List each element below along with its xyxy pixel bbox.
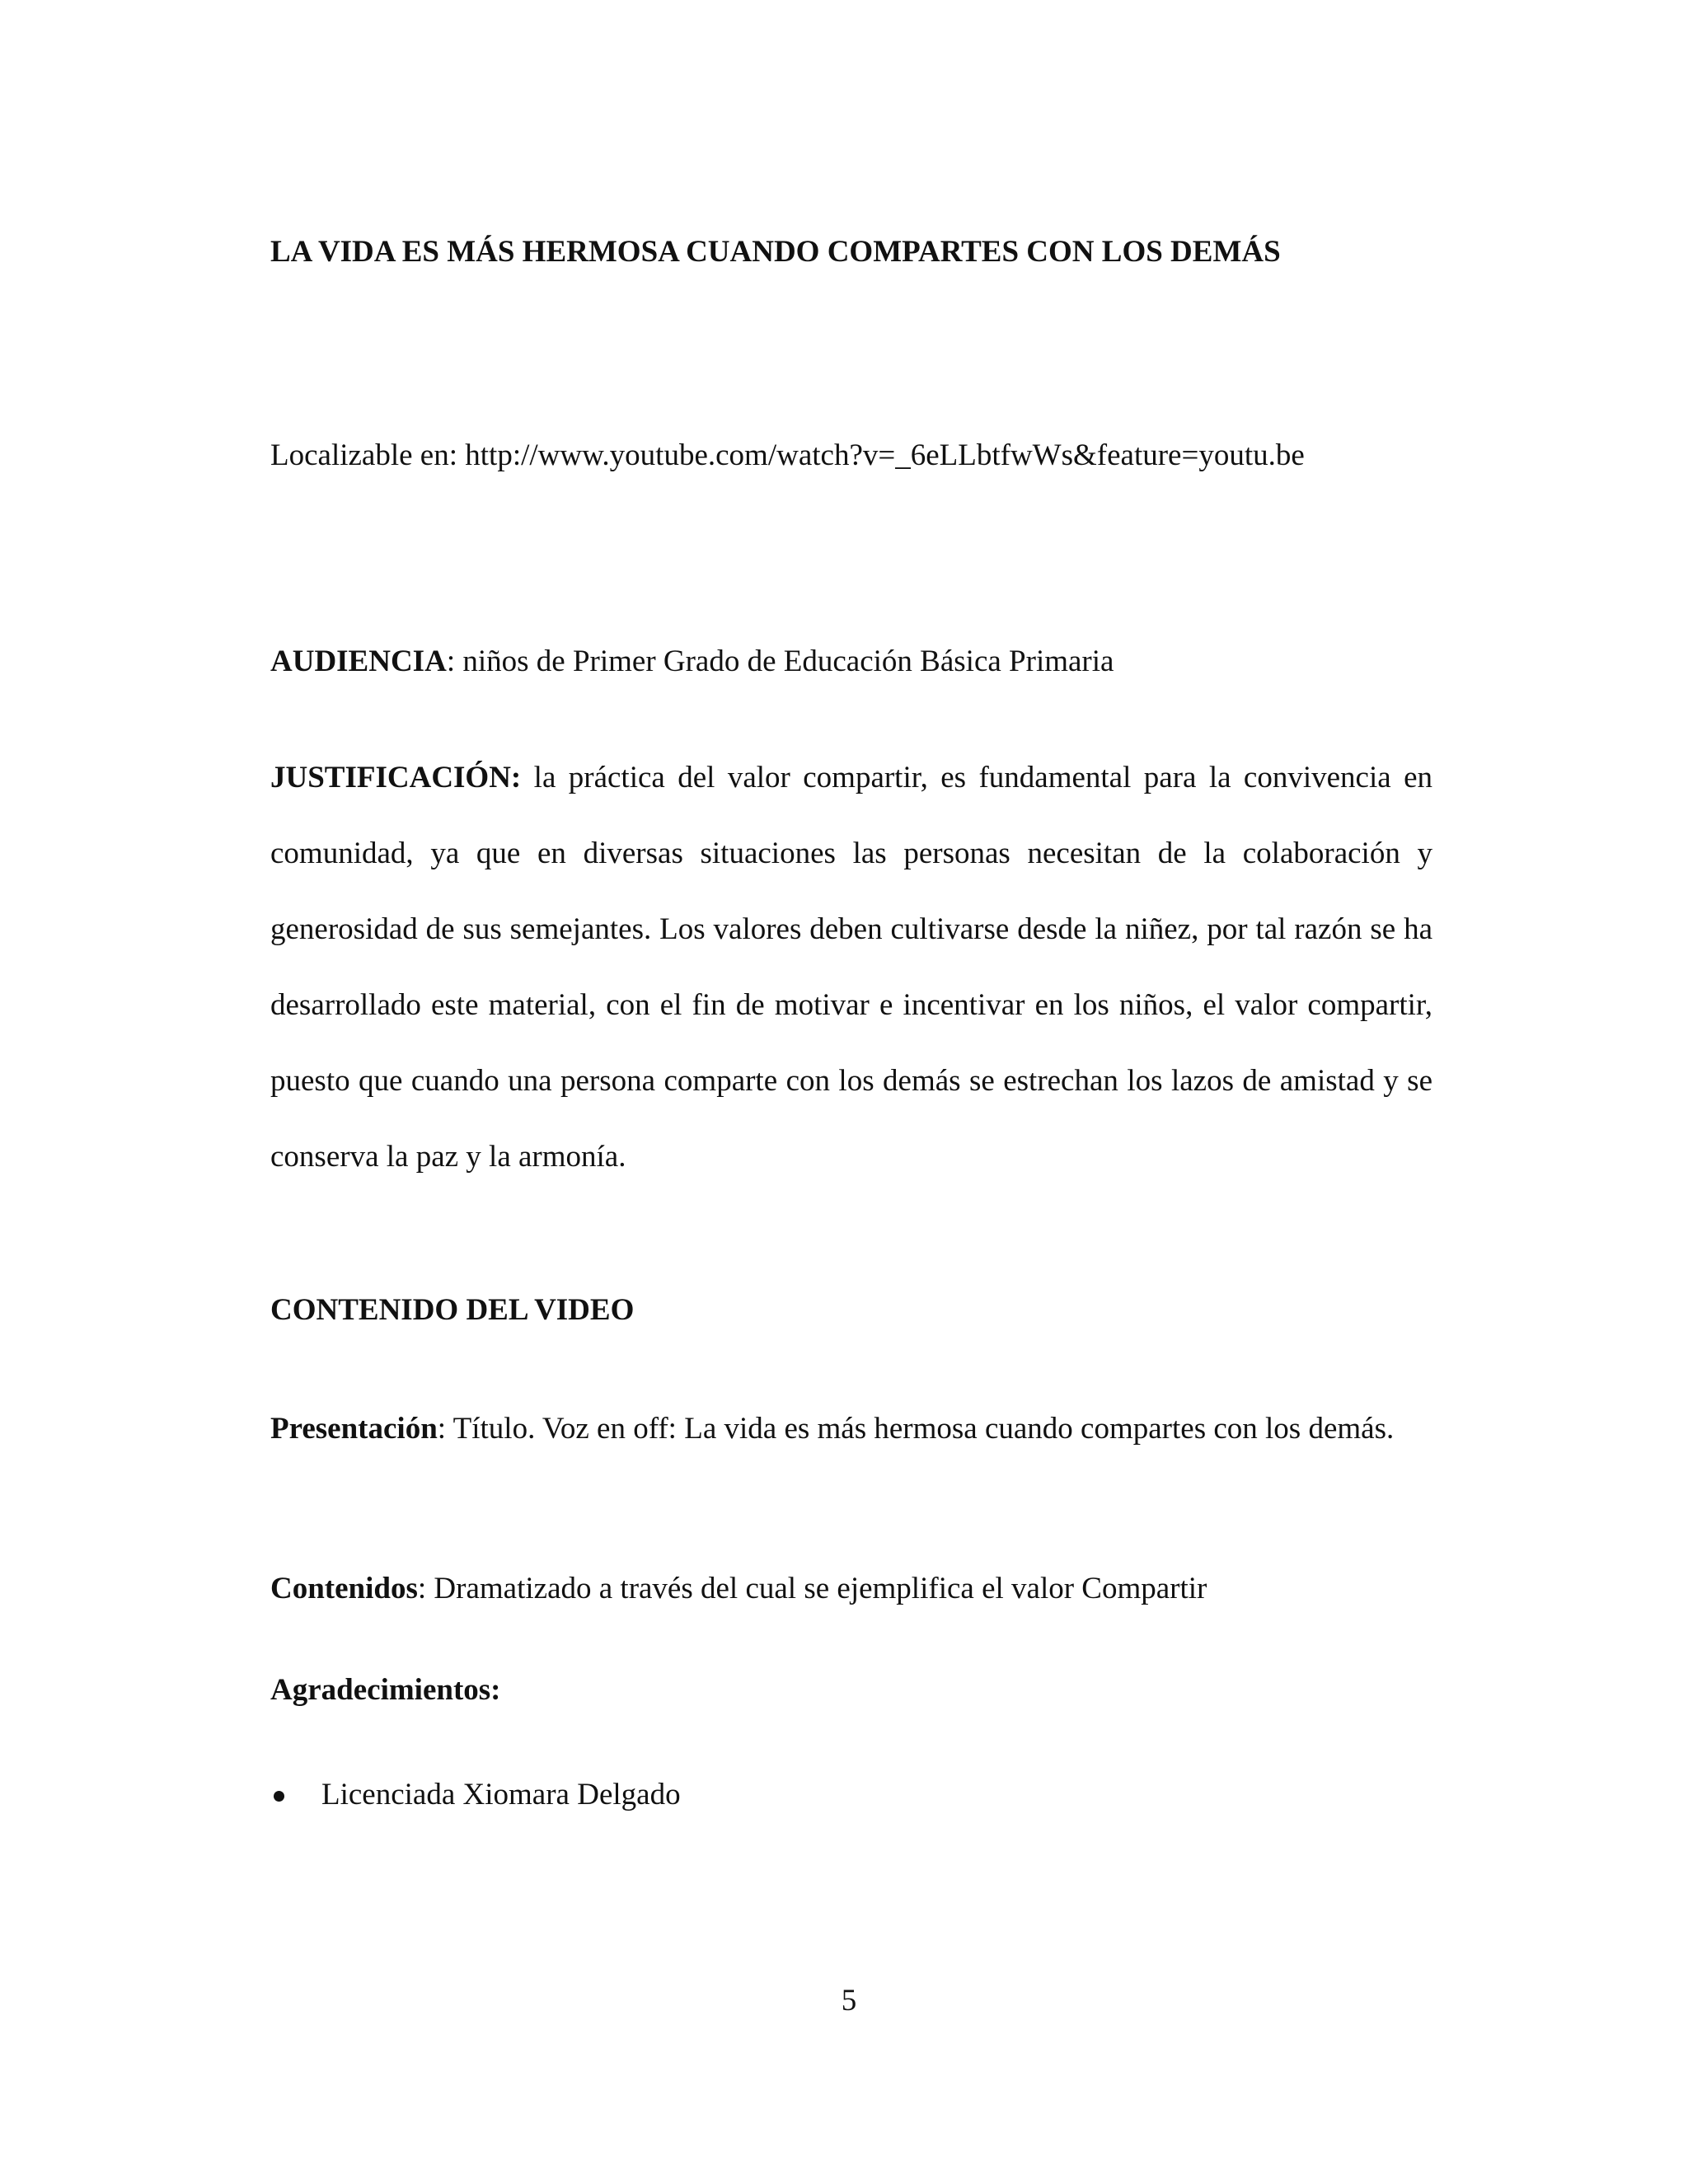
justificacion-text: la práctica del valor compartir, es fundamental para la convivencia en comunidad, ya que en diversas situaciones las personas necesitan de la colaboración y generosidad de sus semejantes. Los valores deben cultivarse desde la niñez, por tal razón se ha desarrollado este material, con el fin de motivar e incentivar en los niños, el valor compartir, puesto que cuando una persona comparte con los demás se estrechan los lazos de amistad y se conserva la paz y la armonía. <box>270 761 1432 1174</box>
bullet-icon <box>274 1791 284 1802</box>
audiencia-paragraph <box>270 643 1432 681</box>
document-title: LA VIDA ES MÁS HERMOSA CUANDO COMPARTES CON LOS DEMÁS <box>270 235 1281 269</box>
justificacion-label: JUSTIFICACIÓN: <box>270 761 522 794</box>
contenidos-label: Contenidos <box>270 1572 418 1605</box>
list-item <box>270 1776 1432 1814</box>
presentacion-paragraph <box>270 1391 1432 1467</box>
location-line <box>270 437 1432 475</box>
audiencia-text: : niños de Primer Grado de Educación Básica Primaria <box>446 644 1114 678</box>
agradecimientos-heading: Agradecimientos: <box>270 1673 501 1707</box>
agradecimientos-list <box>270 1776 1432 1814</box>
list-item-text: Licenciada Xiomara Delgado <box>321 1778 681 1811</box>
contenidos-paragraph <box>270 1570 1432 1608</box>
presentacion-label: Presentación <box>270 1412 438 1446</box>
contenidos-text: : Dramatizado a través del cual se ejemplifica el valor Compartir <box>417 1572 1207 1605</box>
presentacion-text: : Título. Voz en off: La vida es más hermosa cuando compartes con los demás. <box>437 1412 1395 1446</box>
audiencia-label: AUDIENCIA <box>270 644 447 678</box>
justificacion-paragraph <box>270 740 1432 1195</box>
page-number: 5 <box>841 1984 857 2018</box>
location-url[interactable]: http://www.youtube.com/watch?v=_6eLLbtfwWs&feature=youtu.be <box>465 438 1305 472</box>
location-label: Localizable en: <box>270 438 458 472</box>
contenido-heading: CONTENIDO DEL VIDEO <box>270 1293 635 1327</box>
